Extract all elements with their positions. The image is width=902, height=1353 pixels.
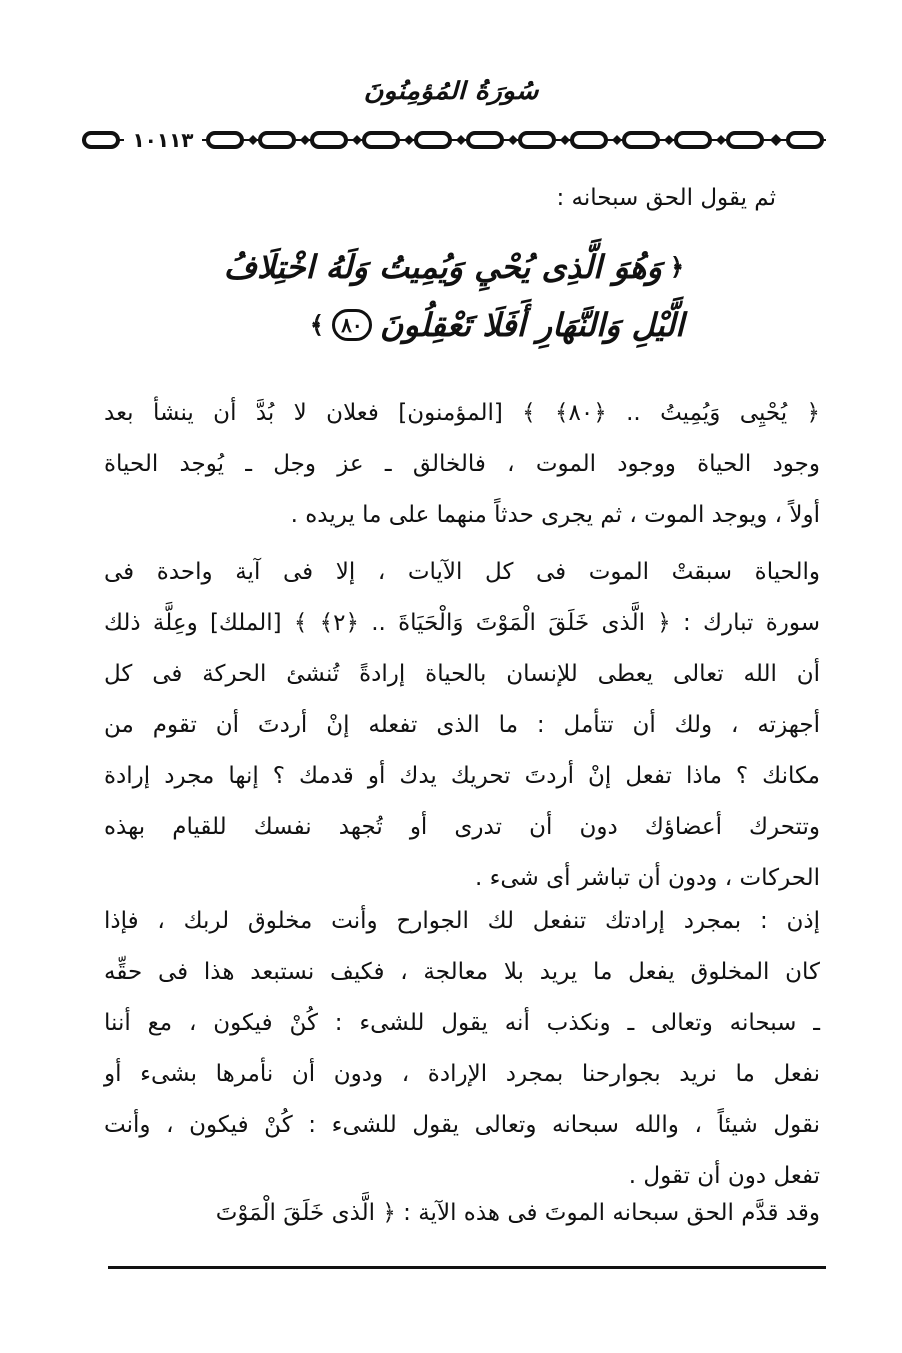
paragraph-2-line-2: سورة تبارك : ﴿ الَّذى خَلَقَ الْمَوْتَ وَالْحَيَاةَ .. ﴿٢﴾ ﴾ [الملك] وعِلَّة ذلك [104, 610, 820, 636]
paragraph-1-line-1: ﴿ يُحْيِى وَيُمِيتُ .. ﴿٨٠﴾ ﴾ [المؤمنون] فعلان لا بُدَّ أن ينشأ بعد [104, 400, 820, 426]
verse-text-line-2: الَّيْلِ وَالنَّهَارِ أَفَلَا تَعْقِلُونَ [379, 306, 684, 344]
verse-close-bracket: ﴾ [309, 310, 324, 339]
paragraph-4 [104, 1188, 820, 1239]
verse-line-1 [220, 238, 684, 296]
paragraph-2-line-6: وتتحرك أعضاؤك دون أن تدرى أو تُجهد نفسك للقيام بهذه [104, 814, 820, 840]
paragraph-1 [104, 388, 820, 541]
paragraph-2-line-3: أن الله تعالى يعطى للإنسان بالحياة إرادةً تُنشئ الحركة فى كل [104, 661, 820, 687]
ayah-number-marker: ٨٠ [332, 309, 372, 341]
paragraph-3-line-3: ـ سبحانه وتعالى ـ ونكذب أنه يقول للشىء : كُنْ فيكون ، مع أننا [104, 1010, 820, 1036]
paragraph-3-line-5: نقول شيئاً ، والله سبحانه وتعالى يقول للشىء : كُنْ فيكون ، وأنت [104, 1112, 820, 1138]
verse-text-line-1: وَهُوَ الَّذِى يُحْيِ وَيُمِيتُ وَلَهُ اخْتِلَافُ [223, 248, 662, 286]
paragraph-3-line-4: نفعل ما نريد بجوارحنا بمجرد الإرادة ، ودون أن نأمرها بشىء أو [104, 1061, 820, 1087]
paragraph-4-line-1: وقد قدَّم الحق سبحانه الموتَ فى هذه الآية : ﴿ الَّذى خَلَقَ الْمَوْتَ [215, 1200, 820, 1226]
paragraph-3-line-2: كان المخلوق يفعل ما يريد بلا معالجة ، فكيف نستبعد هذا فى حقِّه [104, 959, 820, 985]
paragraph-1-line-3: أولاً ، ويوجد الموت ، ثم يجرى حدثاً منهما على ما يريده . [290, 502, 820, 528]
paragraph-3-line-1: إذن : بمجرد إرادتك تنفعل لك الجوارح وأنت مخلوق لربك ، فإذا [104, 908, 820, 934]
paragraph-3-line-6: تفعل دون أن تقول . [628, 1163, 820, 1189]
verse-line-2 [220, 296, 684, 354]
paragraph-3 [104, 896, 820, 1202]
paragraph-2-line-5: مكانك ؟ ماذا تفعل إنْ أردتَ تحريك يدك أو قدمك ؟ إنها مجرد إرادة [104, 763, 820, 789]
bottom-divider [108, 1266, 826, 1269]
paragraph-2-line-4: أجهزته ، ولك أن تتأمل : ما الذى تفعله إنْ أردتَ أن تقوم من [104, 712, 820, 738]
surah-title: سُورَةُ المُؤمِنُونَ [363, 77, 539, 106]
page-number: ١٠١١٣ [124, 129, 202, 151]
verse-open-bracket: ﴿ [669, 252, 684, 281]
paragraph-2-line-1: والحياة سبقتْ الموت فى كل الآيات ، إلا فى آية واحدة فى [104, 559, 820, 585]
intro-line: ثم يقول الحق سبحانه : [556, 185, 776, 211]
quran-verse [220, 238, 684, 354]
paragraph-2-line-7: الحركات ، ودون أن تباشر أى شىء . [474, 865, 820, 891]
paragraph-1-line-2: وجود الحياة ووجود الموت ، فالخالق ـ عز وجل ـ يُوجد الحياة [104, 451, 820, 477]
paragraph-2 [104, 547, 820, 904]
